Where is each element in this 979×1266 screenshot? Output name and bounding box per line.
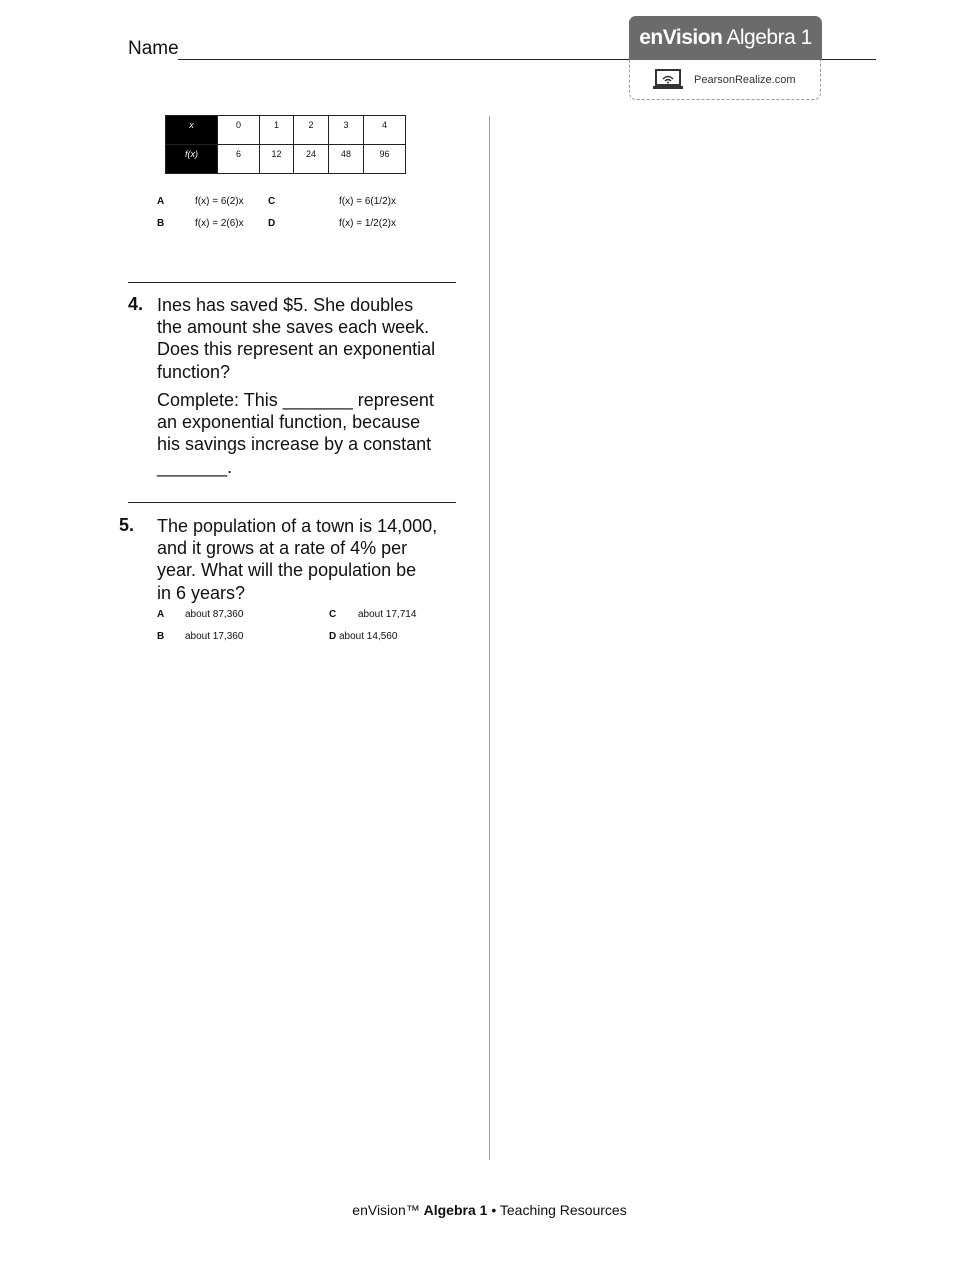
answer-line-q3 bbox=[128, 282, 456, 283]
realize-url: PearsonRealize.com bbox=[694, 74, 796, 86]
q5-option-c-letter: C bbox=[329, 609, 337, 620]
q3-option-c-letter: C bbox=[268, 196, 276, 207]
table-cell: 4 bbox=[364, 116, 406, 145]
footer-title: Algebra 1 bbox=[423, 1202, 488, 1218]
table-cell: 3 bbox=[329, 116, 364, 145]
q5-option-a-letter: A bbox=[157, 609, 165, 620]
q5-line: The population of a town is 14,000, bbox=[157, 516, 438, 536]
table-cell: 0 bbox=[218, 116, 260, 145]
q4-complete-line: his savings increase by a constant bbox=[157, 434, 432, 455]
q5-option-a[interactable]: about 87,360 bbox=[185, 609, 244, 620]
table-row-fx bbox=[166, 145, 406, 174]
q3-option-a[interactable]: f(x) = 6(2)x bbox=[195, 196, 244, 207]
q3-option-d-letter: D bbox=[268, 218, 276, 229]
table-cell: 48 bbox=[329, 145, 364, 174]
table-row-x bbox=[166, 116, 406, 145]
q3-option-d[interactable]: f(x) = 1/2(2)x bbox=[339, 218, 396, 229]
q4-complete-line: an exponential function, because bbox=[157, 412, 421, 433]
q4-line: function? bbox=[157, 361, 231, 382]
table-cell: 2 bbox=[294, 116, 329, 145]
q5-option-c[interactable]: about 17,714 bbox=[358, 609, 417, 620]
footer-prefix: enVision™ bbox=[352, 1202, 424, 1218]
envision-brand-badge bbox=[629, 16, 821, 100]
table-cell: 1 bbox=[260, 116, 294, 145]
q5-option-d-letter: D bbox=[329, 631, 337, 642]
q5-line: and it grows at a rate of 4% per bbox=[157, 538, 408, 559]
question-4-complete bbox=[157, 389, 434, 478]
table-cell: x bbox=[166, 116, 218, 145]
table-cell: 6 bbox=[218, 145, 260, 174]
footer-suffix: • Teaching Resources bbox=[487, 1202, 627, 1218]
table-cell: 96 bbox=[364, 145, 406, 174]
q5-line: year. What will the population be bbox=[157, 560, 417, 581]
answer-line-q4 bbox=[128, 502, 456, 503]
laptop-icon bbox=[652, 69, 684, 91]
question-5-text bbox=[157, 515, 437, 604]
q4-line: Does this represent an exponential bbox=[157, 339, 436, 360]
brand-env: enVision bbox=[639, 26, 723, 49]
q3-option-b[interactable]: f(x) = 2(6)x bbox=[195, 218, 244, 229]
envision-logo bbox=[629, 16, 822, 60]
q3-option-a-letter: A bbox=[157, 196, 165, 207]
column-divider bbox=[489, 116, 490, 1160]
q5-line: in 6 years? bbox=[157, 582, 246, 603]
page-footer bbox=[0, 1202, 979, 1218]
name-label: Name bbox=[128, 38, 179, 59]
q4-line: the amount she saves each week. bbox=[157, 317, 430, 338]
q5-option-b[interactable]: about 17,360 bbox=[185, 631, 244, 642]
brand-algebra: Algebra 1 bbox=[726, 26, 812, 49]
table-cell: 12 bbox=[260, 145, 294, 174]
table-cell: f(x) bbox=[166, 145, 218, 174]
table-cell: 24 bbox=[294, 145, 329, 174]
q5-option-d[interactable]: about 14,560 bbox=[339, 631, 398, 642]
question-4-number: 4. bbox=[128, 294, 144, 314]
q4-complete-line: _______. bbox=[157, 456, 233, 477]
question-5-number: 5. bbox=[119, 515, 135, 535]
q4-line: Ines has saved $5. She doubles bbox=[157, 295, 414, 315]
q5-option-b-letter: B bbox=[157, 631, 165, 642]
question-4-text bbox=[157, 294, 435, 383]
q4-complete-line: Complete: This _______ represent bbox=[157, 390, 434, 410]
function-table bbox=[165, 115, 406, 174]
pearson-realize bbox=[630, 63, 820, 97]
q3-option-c[interactable]: f(x) = 6(1/2)x bbox=[339, 196, 396, 207]
q3-option-b-letter: B bbox=[157, 218, 165, 229]
